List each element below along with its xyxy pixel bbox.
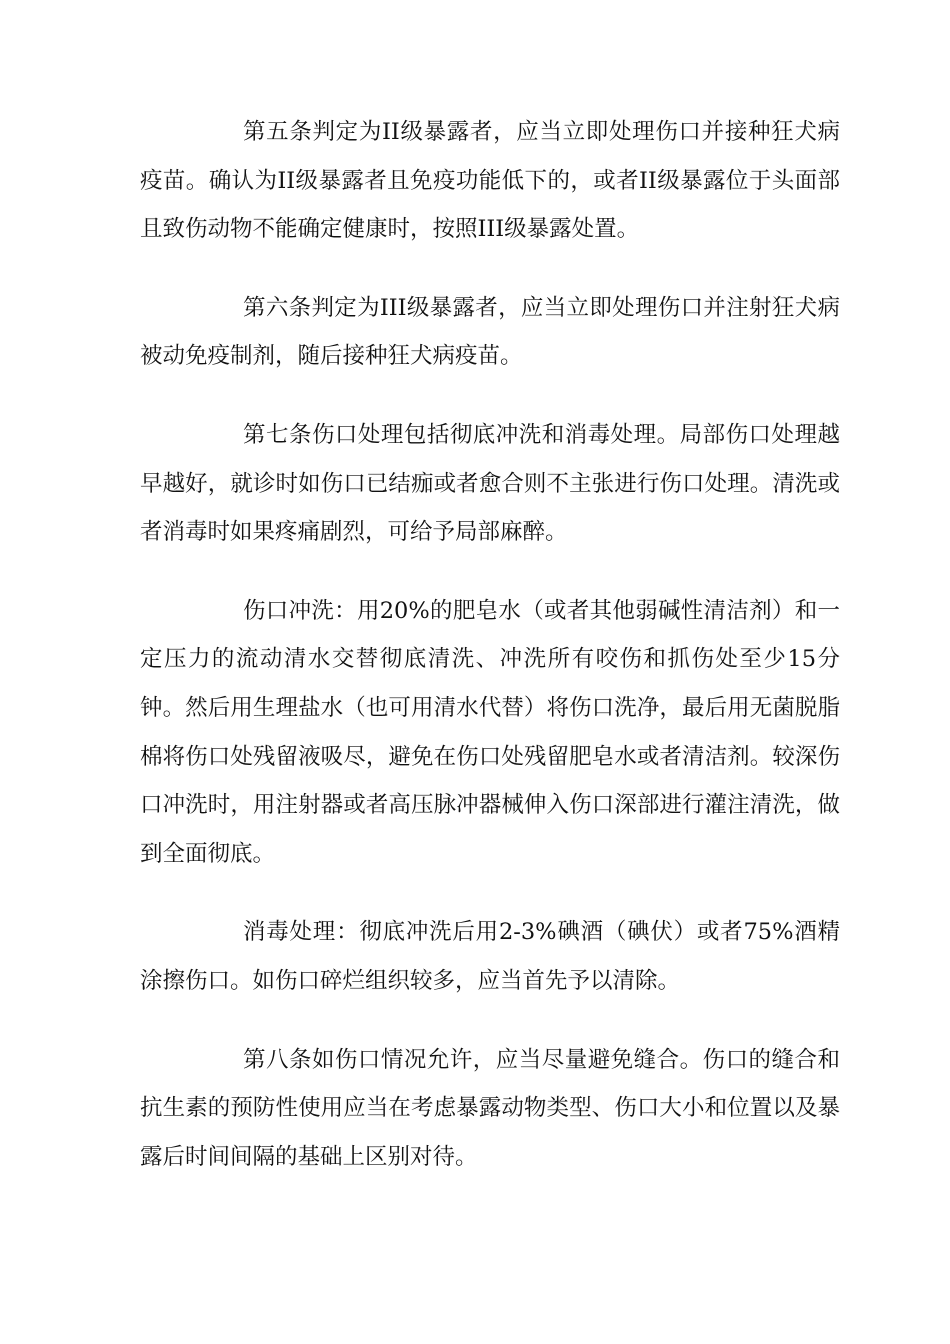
paragraph-wound-rinsing: 伤口冲洗：用20%的肥皂水（或者其他弱碱性清洁剂）和一定压力的流动清水交替彻底清洗、冲洗所有咬伤和抓伤处至少15分钟。然后用生理盐水（也可用清水代替）将伤口洗净，最后用无菌脱脂棉将伤口处残留液吸尽，避免在伤口处残留肥皂水或者清洁剂。较深伤口冲洗时，用注射器或者高压脉冲器械伸入伤口深部进行灌注清洗，做到全面彻底。	[140, 597, 840, 867]
paragraph-article-7: 第七条伤口处理包括彻底冲洗和消毒处理。局部伤口处理越早越好，就诊时如伤口已结痂或者愈合则不主张进行伤口处理。清洗或者消毒时如果疼痛剧烈，可给予局部麻醉。	[140, 421, 840, 546]
paragraph-article-8: 第八条如伤口情况允许，应当尽量避免缝合。伤口的缝合和抗生素的预防性使用应当在考虑暴露动物类型、伤口大小和位置以及暴露后时间间隔的基础上区别对待。	[140, 1046, 840, 1170]
paragraph-article-5: 第五条判定为II级暴露者，应当立即处理伤口并接种狂犬病疫苗。确认为II级暴露者且免疫功能低下的，或者II级暴露位于头面部且致伤动物不能确定健康时，按照III级暴露处置。	[140, 119, 840, 243]
document-body	[140, 108, 840, 1181]
paragraph-disinfection: 消毒处理：彻底冲洗后用2-3%碘酒（碘伏）或者75%酒精涂擦伤口。如伤口碎烂组织较多，应当首先予以清除。	[140, 919, 840, 994]
paragraph-article-6: 第六条判定为III级暴露者，应当立即处理伤口并注射狂犬病被动免疫制剂，随后接种狂犬病疫苗。	[140, 294, 840, 370]
